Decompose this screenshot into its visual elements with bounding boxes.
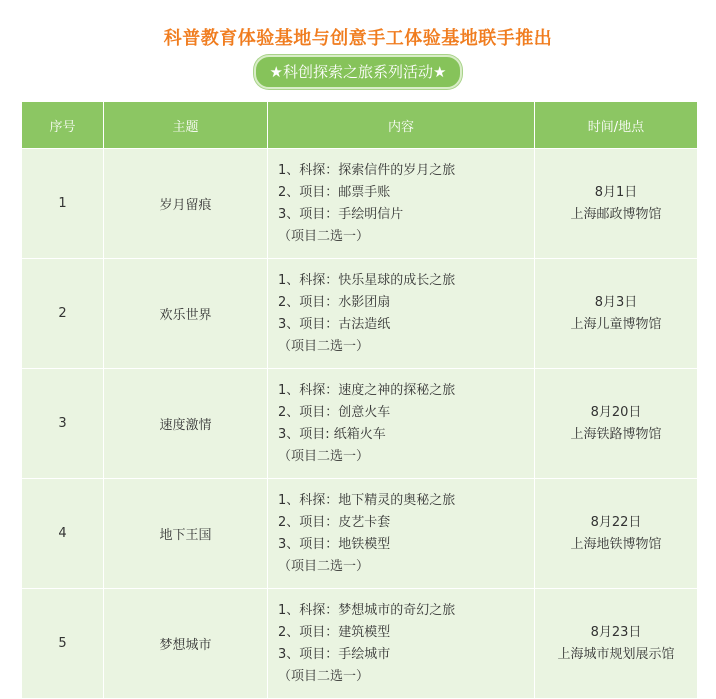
row-content <box>268 589 535 699</box>
content-line: 1、科探：地下精灵的奥秘之旅 <box>278 492 456 508</box>
content-line: 2、项目：创意火车 <box>278 404 391 420</box>
content-line: 1、科探：梦想城市的奇幻之旅 <box>278 602 456 618</box>
row-place: 上海儿童博物馆 <box>570 316 662 332</box>
table-row <box>22 369 698 479</box>
content-line: 1、科探：快乐星球的成长之旅 <box>278 272 456 288</box>
row-index: 1 <box>22 149 104 259</box>
table-row <box>22 589 698 699</box>
table-header-row <box>22 102 698 149</box>
row-content <box>268 479 535 589</box>
content-line: （项目二选一） <box>278 448 370 464</box>
activity-badge-wrap <box>0 55 716 89</box>
row-time-place <box>535 479 698 589</box>
row-content <box>268 149 535 259</box>
content-line: 1、科探：速度之神的探秘之旅 <box>278 382 456 398</box>
content-line: 3、项目：地铁模型 <box>278 536 391 552</box>
content-line: 2、项目：皮艺卡套 <box>278 514 391 530</box>
content-line: 2、项目：建筑模型 <box>278 624 391 640</box>
row-date: 8月23日 <box>590 624 642 640</box>
activity-badge: ★科创探索之旅系列活动★ <box>254 55 463 89</box>
row-time-place <box>535 259 698 369</box>
row-time-place <box>535 589 698 699</box>
row-date: 8月22日 <box>590 514 642 530</box>
row-index: 4 <box>22 479 104 589</box>
row-date: 8月1日 <box>594 184 638 200</box>
content-line: 2、项目：邮票手账 <box>278 184 391 200</box>
row-date: 8月3日 <box>594 294 638 310</box>
content-line: 2、项目：水影团扇 <box>278 294 391 310</box>
page-title: 科普教育体验基地与创意手工体验基地联手推出 <box>163 28 553 49</box>
content-line: （项目二选一） <box>278 558 370 574</box>
row-place: 上海铁路博物馆 <box>570 426 662 442</box>
row-index: 3 <box>22 369 104 479</box>
content-line: 3、项目：古法造纸 <box>278 316 391 332</box>
row-place: 上海城市规划展示馆 <box>557 646 675 662</box>
row-theme: 梦想城市 <box>104 589 268 699</box>
row-place: 上海地铁博物馆 <box>570 536 662 552</box>
content-line: 3、项目：手绘城市 <box>278 646 391 662</box>
row-content <box>268 259 535 369</box>
row-theme: 欢乐世界 <box>104 259 268 369</box>
table-row <box>22 479 698 589</box>
content-line: （项目二选一） <box>278 338 370 354</box>
content-line: （项目二选一） <box>278 228 370 244</box>
row-content <box>268 369 535 479</box>
row-date: 8月20日 <box>590 404 642 420</box>
content-line: （项目二选一） <box>278 668 370 684</box>
column-header-theme: 主题 <box>104 102 268 149</box>
row-theme: 岁月留痕 <box>104 149 268 259</box>
column-header-time-place: 时间/地点 <box>535 102 698 149</box>
row-time-place <box>535 369 698 479</box>
content-line: 1、科探：探索信件的岁月之旅 <box>278 162 456 178</box>
row-index: 2 <box>22 259 104 369</box>
table-row <box>22 149 698 259</box>
table-row <box>22 259 698 369</box>
column-header-content: 内容 <box>268 102 535 149</box>
column-header-index: 序号 <box>22 102 104 149</box>
content-line: 3、项目：手绘明信片 <box>278 206 404 222</box>
row-theme: 速度激情 <box>104 369 268 479</box>
row-index: 5 <box>22 589 104 699</box>
content-line: 3、项目: 纸箱火车 <box>278 426 386 442</box>
row-time-place <box>535 149 698 259</box>
row-place: 上海邮政博物馆 <box>570 206 662 222</box>
row-theme: 地下王国 <box>104 479 268 589</box>
activity-schedule-table <box>21 101 698 699</box>
